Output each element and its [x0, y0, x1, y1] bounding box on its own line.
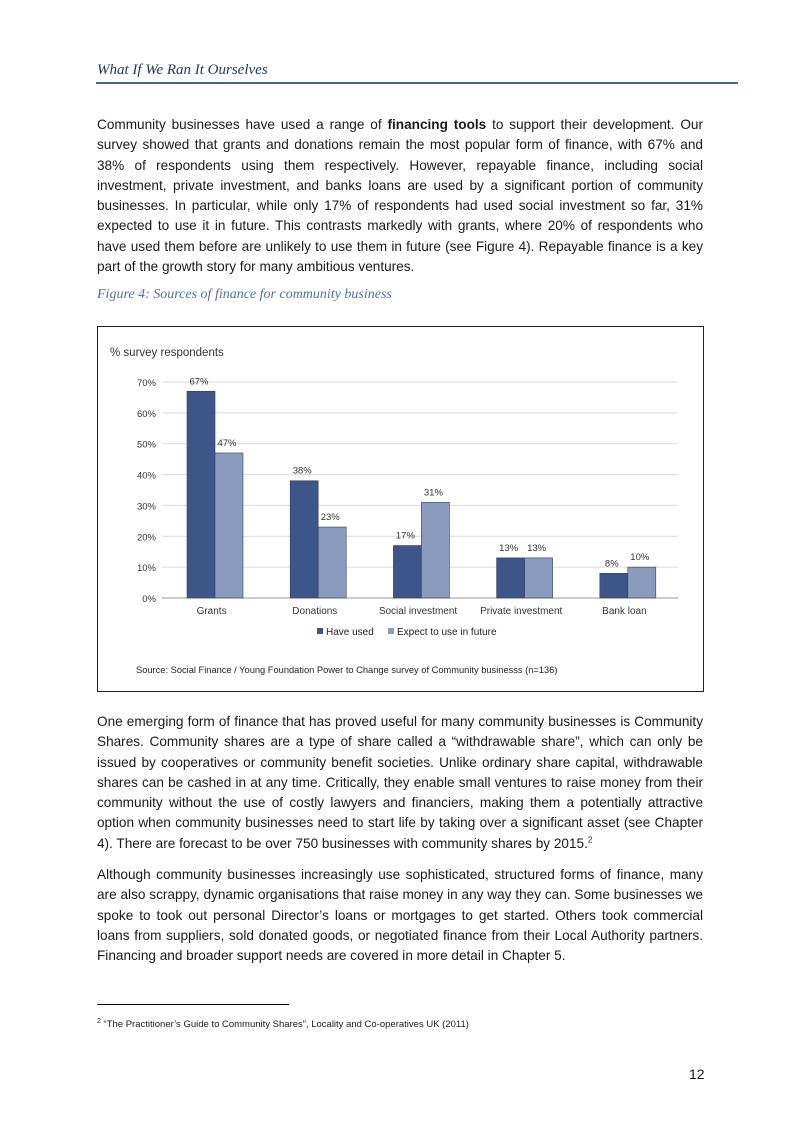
- data-label: 17%: [395, 530, 415, 542]
- footnote-rule: [97, 1004, 289, 1005]
- bar-expect-future: [215, 453, 243, 598]
- x-category-label: Grants: [196, 606, 227, 617]
- data-label: 10%: [630, 552, 650, 564]
- paragraph-financing-tools: [97, 115, 703, 277]
- legend-label: Expect to use in future: [397, 627, 497, 638]
- data-label: 13%: [527, 542, 547, 554]
- bar-have-used: [393, 546, 421, 598]
- p1-text-b: to support their development. Our survey showed that grants and donations remain the most popular form of finance, with 67% and 38% of respondents using them respectively. However, repayable finance, including social investment, private investment, and banks loans are used by a significant portion of community businesses. In particular, while only 17% of respondents had used social investment so far, 31% expected to use it in future. This contrasts markedly with grants, where 20% of respondents who have used them before are unlikely to use them in future (see Figure 4). Repayable finance is a key part of the growth story for many ambitious ventures.: [97, 117, 703, 275]
- footnote-text: “The Practitioner’s Guide to Community Shares”, Locality and Co-operatives UK (2011): [103, 1019, 469, 1031]
- p2-text: One emerging form of finance that has proved useful for many community businesses is Community Shares. Community shares are a type of share called a “withdrawable share”, which can only be issued by cooperatives or community benefit societies. Unlike ordinary share capital, withdrawable shares can be cashed in at any time. Critically, they enable small ventures to raise money from their community without the use of costly lawyers and financiers, making them a potentially attractive option when community businesses need to start life by taking over a significant asset (see Chapter 4). There are forecast to be over 750 businesses with community shares by 2015.: [97, 714, 703, 851]
- footnote-reference[interactable]: 2: [587, 835, 593, 845]
- y-tick-label: 70%: [136, 378, 156, 389]
- y-tick-label: 0%: [142, 594, 156, 605]
- data-label: 23%: [320, 512, 340, 524]
- data-label: 13%: [499, 542, 519, 554]
- bar-expect-future: [318, 527, 346, 598]
- page-number: 12: [689, 1066, 705, 1082]
- header-rule: [96, 82, 738, 84]
- y-tick-label: 10%: [136, 563, 156, 575]
- data-label: 38%: [292, 465, 312, 477]
- figure-source: Source: Social Finance / Young Foundation Power to Change survey of Community businesss (n=136): [136, 665, 558, 675]
- paragraph-scrappy-finance: Although community businesses increasingly use sophisticated, structured forms of finance, many are also scrappy, dynamic organisations that raise money in any way they can. Some businesses we spoke to took out personal Director’s loans or mortgages to get started. Others took commercial loans from suppliers, sold donated goods, or negotiated finance from their Local Authority partners. Financing and broader support needs are covered in more detail in Chapter 5.: [97, 867, 703, 964]
- bar-expect-future: [421, 502, 449, 598]
- y-axis-title: % survey respondents: [110, 347, 224, 359]
- legend-swatch: [317, 628, 323, 634]
- bar-have-used: [187, 391, 215, 598]
- bar-have-used: [600, 573, 628, 598]
- paragraph-community-shares: [97, 712, 703, 854]
- footnote: [97, 1018, 469, 1030]
- x-category-label: Private investment: [480, 606, 563, 617]
- p1-text-a: Community businesses have used a range of: [97, 117, 388, 132]
- bar-expect-future: [628, 567, 656, 598]
- y-tick-label: 50%: [136, 439, 156, 451]
- sources-of-finance-chart: [98, 327, 702, 690]
- x-category-label: Bank loan: [602, 606, 647, 617]
- legend-swatch: [388, 628, 394, 634]
- y-tick-label: 20%: [136, 532, 156, 544]
- y-tick-label: 30%: [136, 501, 156, 513]
- p1-bold-term: financing tools: [387, 117, 487, 132]
- bar-expect-future: [525, 558, 553, 598]
- data-label: 8%: [604, 558, 619, 570]
- y-tick-label: 60%: [136, 408, 156, 420]
- bar-have-used: [497, 558, 525, 598]
- data-label: 47%: [217, 437, 237, 449]
- x-category-label: Social investment: [378, 606, 458, 617]
- data-label: 31%: [423, 487, 443, 499]
- figure-box: [97, 326, 704, 692]
- footnote-number: 2: [97, 1018, 101, 1025]
- running-header-title: What If We Ran It Ourselves: [97, 62, 268, 78]
- figure-caption: Figure 4: Sources of finance for community business: [97, 287, 392, 302]
- x-category-label: Donations: [292, 606, 338, 617]
- bar-have-used: [290, 481, 318, 598]
- y-tick-label: 40%: [136, 470, 156, 482]
- data-label: 67%: [189, 376, 209, 388]
- legend-label: Have used: [326, 627, 374, 638]
